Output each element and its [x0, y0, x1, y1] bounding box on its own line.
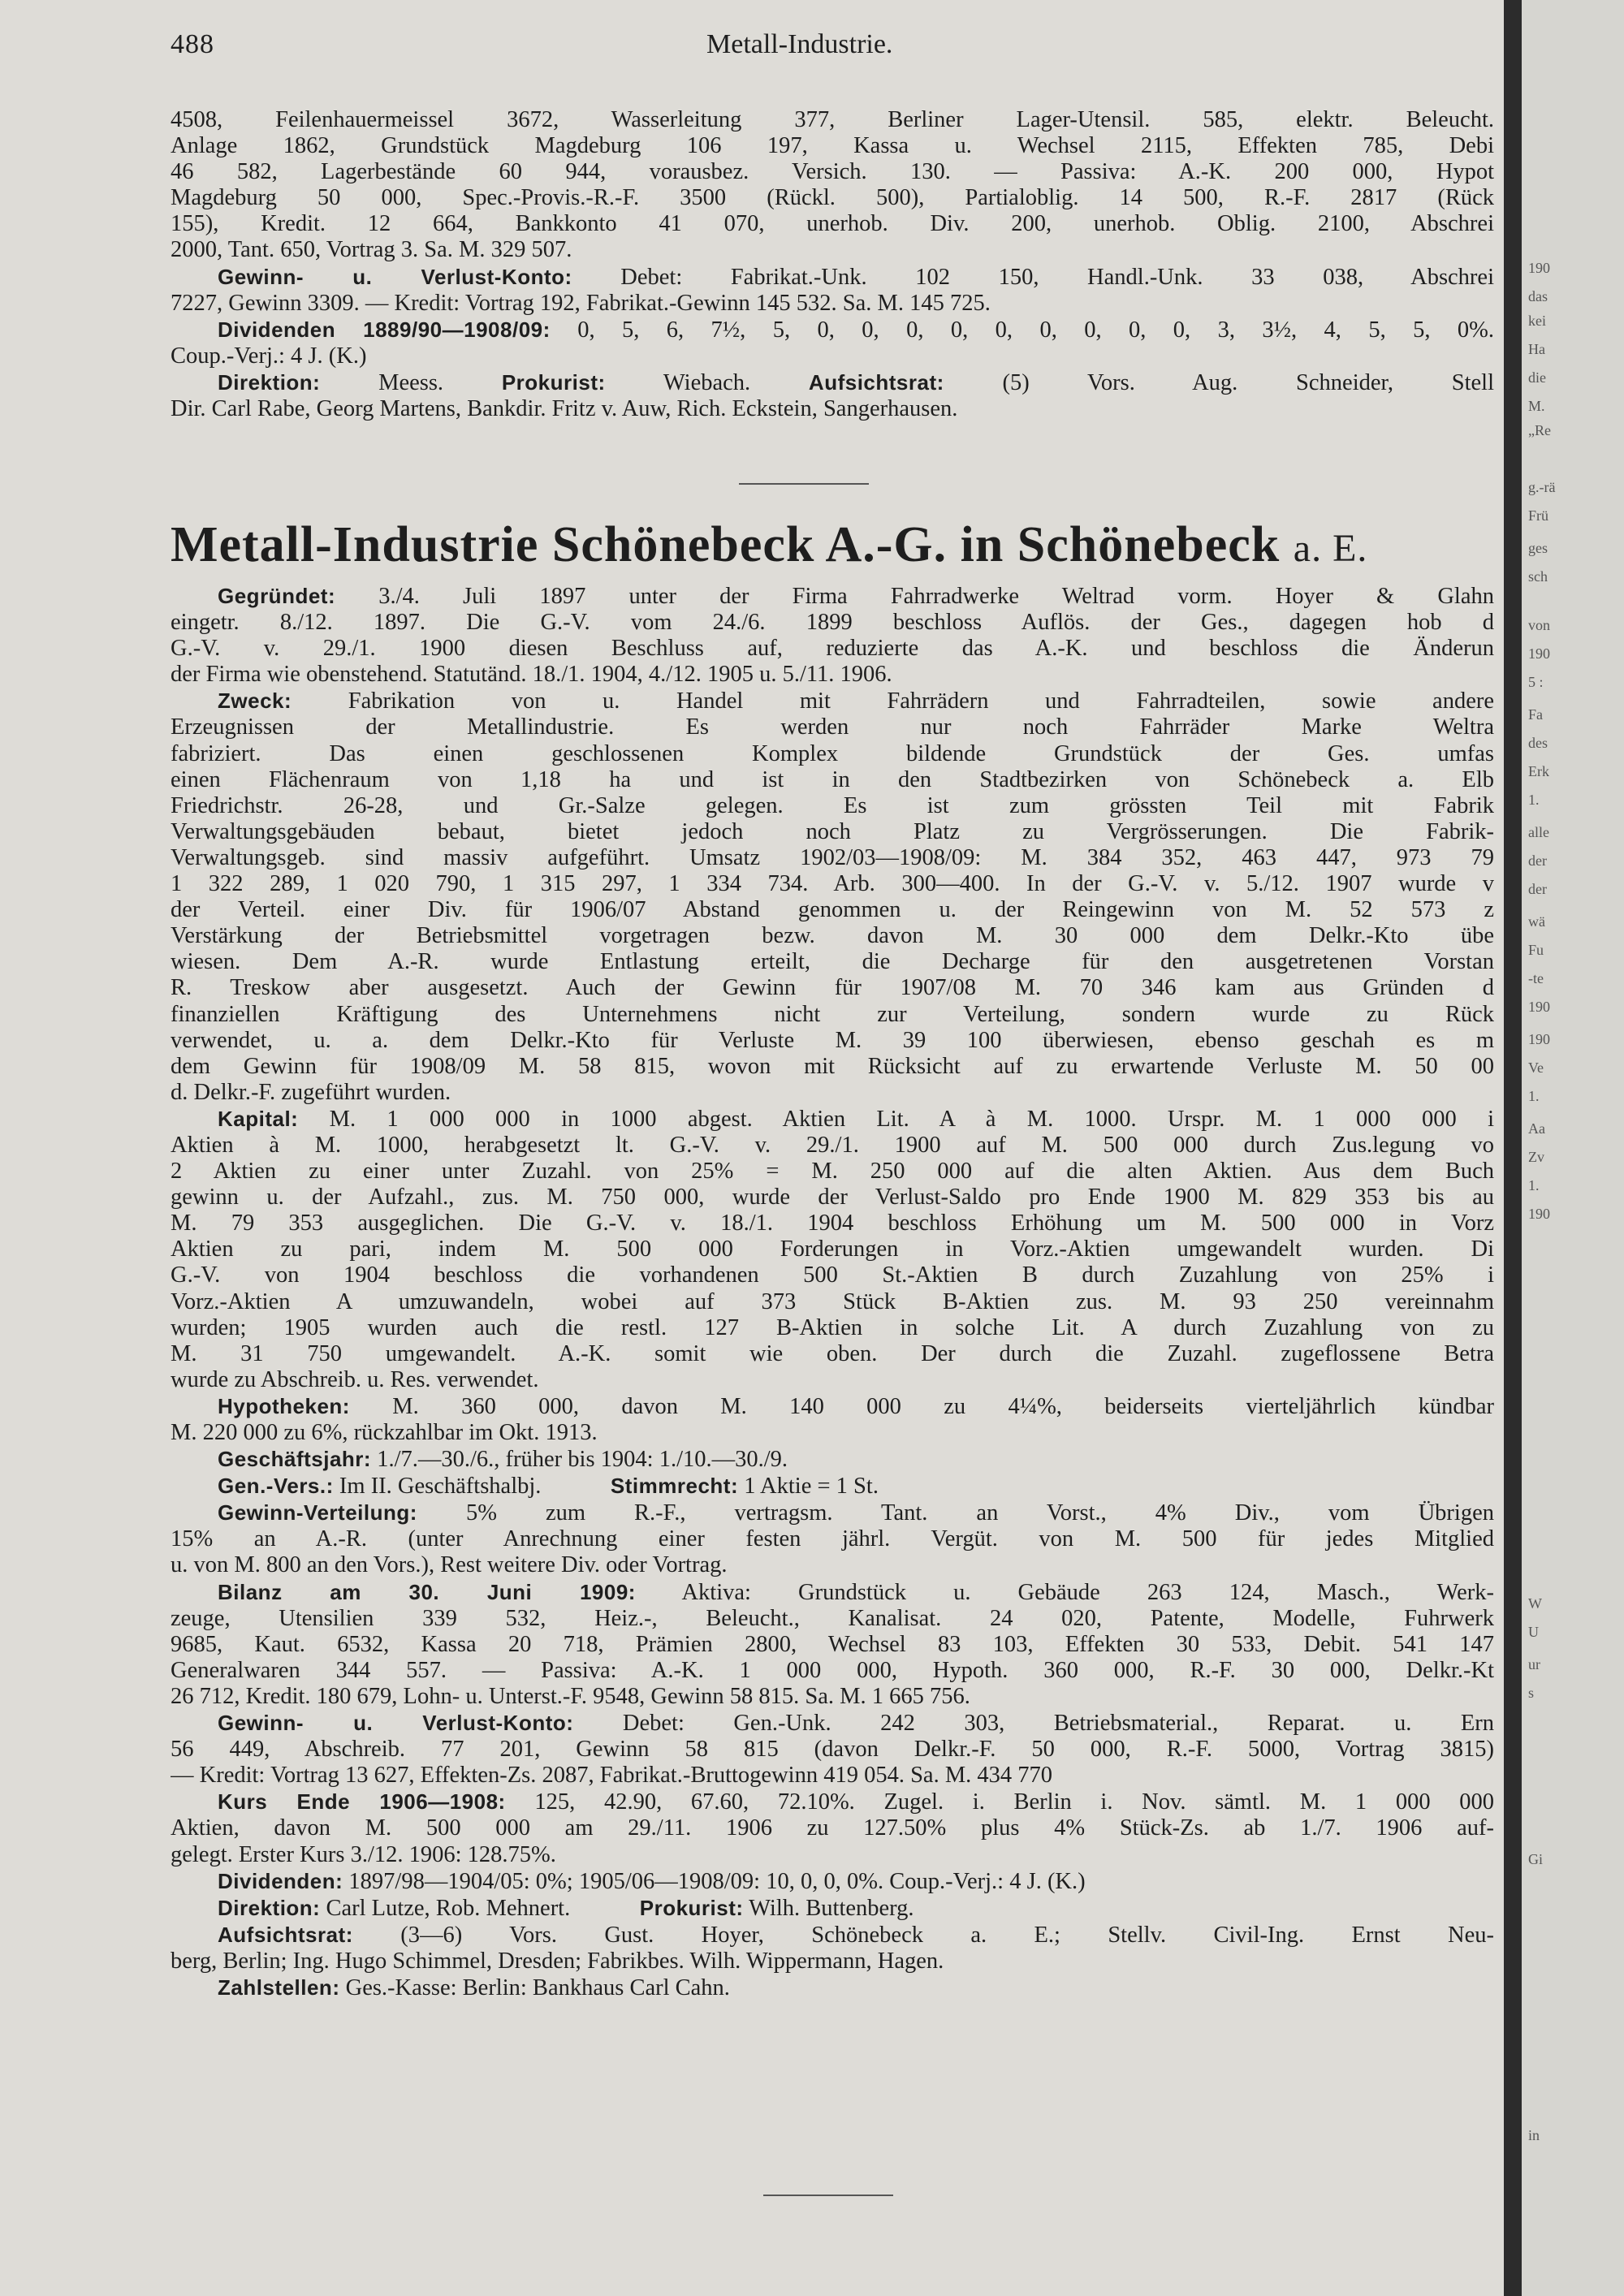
section-text: u. von M. 800 an den Vors.), Rest weitere Div. oder Vortrag. [171, 1552, 728, 1578]
text-line [171, 1211, 1494, 1236]
facing-text-fragment: 190 [1528, 645, 1550, 662]
facing-text-fragment: 1. [1528, 792, 1540, 808]
text-line [171, 1341, 1494, 1367]
text-line [171, 1028, 1494, 1054]
facing-text-fragment: des [1528, 735, 1548, 751]
section-keyword: Gen.-Vers.: [218, 1474, 334, 1499]
section-keyword: Gewinn- u. Verlust-Konto: [218, 1711, 574, 1736]
running-head: Metall-Industrie. [706, 29, 893, 59]
section-text: — Kredit: Vortrag 13 627, Effekten-Zs. 2087, Fabrikat.-Bruttogewinn 419 054. Sa. M. 434 770 [171, 1763, 1053, 1789]
section-text: fabriziert. Das einen geschlossenen Komplex bildende Grundstück der Ges. umfas [171, 740, 1494, 766]
text-line [171, 1054, 1494, 1080]
text-line: Anlage 1862, Grundstück Magdeburg 106 197, Kassa u. Wechsel 2115, Effekten 785, Debi [171, 133, 1494, 159]
section-first-line [171, 1473, 1494, 1500]
book-gutter [1504, 0, 1522, 2296]
text-line [171, 845, 1494, 871]
section-first-line [171, 1789, 1494, 1815]
section-text: Verwaltungsgebäuden bebaut, bietet jedoch noch Platz zu Vergrösserungen. Die Fabrik- [171, 818, 1494, 844]
section-first-line [171, 1446, 1494, 1473]
section-management [171, 369, 1494, 396]
section-keyword: Direktion: [218, 1895, 321, 1920]
section-gv [171, 264, 1494, 291]
facing-text-fragment: wä [1528, 913, 1545, 930]
section-text: finanziellen Kräftigung des Unternehmens nicht zur Verteilung, sondern wurde zu Rück [171, 1001, 1494, 1027]
section-text: 15% an A.-R. (unter Anrechnung einer festen jährl. Vergüt. von M. 500 für jedes Mitglied [171, 1526, 1494, 1552]
section-text: Aktien zu pari, indem M. 500 000 Forderungen in Vorz.-Aktien umgewandelt wurden. Di [171, 1236, 1494, 1262]
section-keyword: Hypotheken: [218, 1393, 350, 1418]
text-line: Dir. Carl Rabe, Georg Martens, Bankdir. Fritz v. Auw, Rich. Eckstein, Sangerhausen. [171, 396, 958, 422]
text-line [171, 1658, 1494, 1684]
section-text: Carl Lutze, Rob. Mehnert. [326, 1895, 571, 1921]
section-keyword: Aufsichtsrat: [808, 369, 944, 395]
text-line [171, 1185, 1494, 1211]
text-line: Magdeburg 50 000, Spec.-Provis.-R.-F. 3500 (Rückl. 500), Partialoblig. 14 500, R.-F. 2817 (Rück [171, 185, 1494, 211]
text-line [171, 819, 1494, 845]
facing-text-fragment: s [1528, 1685, 1535, 1701]
section-text: Aktien à M. 1000, herabgesetzt lt. G.-V. v. 29./1. 1900 auf M. 500 000 durch Zus.legung vo [171, 1132, 1494, 1158]
section-text: R. Treskow aber ausgesetzt. Auch der Gewinn für 1907/08 M. 70 346 kam aus Gründen d [171, 975, 1494, 1001]
facing-text-fragment: 190 [1528, 1206, 1550, 1222]
section-first-line [171, 1393, 1494, 1420]
text-line [171, 662, 1494, 688]
separator-rule [739, 483, 869, 485]
facing-text-fragment: Aa [1528, 1120, 1545, 1137]
section-text: dem Gewinn für 1908/09 M. 58 815, wovon mit Rücksicht auf zu erwartende Verluste M. 50 00 [171, 1053, 1494, 1079]
section-keyword: Geschäftsjahr: [218, 1447, 372, 1472]
facing-text-fragment: der [1528, 881, 1547, 897]
section-text: 56 449, Abschreib. 77 201, Gewinn 58 815 (davon Delkr.-F. 50 000, R.-F. 5000, Vortrag 3815) [171, 1737, 1494, 1763]
text-line: 46 582, Lagerbestände 60 944, vorausbez. Versich. 130. — Passiva: A.-K. 200 000, Hypot [171, 159, 1494, 185]
section-text: Friedrichstr. 26-28, und Gr.-Salze gelegen. Es ist zum grössten Teil mit Fabrik [171, 792, 1494, 818]
company-entry [171, 583, 1494, 2001]
section-text: 2 Aktien zu einer unter Zuzahl. von 25% = M. 250 000 auf die alten Aktien. Aus dem Buch [171, 1159, 1494, 1185]
section-keyword: Prokurist: [501, 369, 606, 395]
text-line [171, 1289, 1494, 1315]
text-line [171, 610, 1494, 636]
facing-text-fragment: 1. [1528, 1177, 1540, 1193]
facing-text-fragment: sch [1528, 568, 1548, 585]
facing-text-fragment: das [1528, 288, 1548, 304]
facing-text-fragment: 1. [1528, 1088, 1540, 1104]
section-text: G.-V. v. 29./1. 1900 diesen Beschluss auf, reduzierte das A.-K. und beschloss die Änderun [171, 636, 1494, 662]
section-text: Debet: Gen.-Unk. 242 303, Betriebsmaterial., Reparat. u. Ern [622, 1711, 1494, 1737]
section-text: einen Flächenraum von 1,18 ha und ist in den Stadtbezirken von Schönebeck a. Elb [171, 766, 1494, 792]
previous-entry [171, 107, 1494, 422]
section-text: der Verteil. einer Div. für 1906/07 Abstand genommen u. der Reingewinn von M. 52 573 z [171, 897, 1494, 923]
text-line [171, 1133, 1494, 1159]
section-text: d. Delkr.-F. zugeführt wurden. [171, 1079, 451, 1105]
section-text: Im II. Geschäftshalbj. [339, 1474, 542, 1500]
section-text: verwendet, u. a. dem Delkr.-Kto für Verluste M. 39 100 überwiesen, ebenso geschah es m [171, 1027, 1494, 1053]
separator-rule [763, 2195, 893, 2196]
section-text: Vorz.-Aktien A umzuwandeln, wobei auf 373 Stück B-Aktien zus. M. 93 250 vereinnahm [171, 1288, 1494, 1314]
facing-text-fragment: 190 [1528, 1031, 1550, 1047]
facing-text-fragment: Erk [1528, 763, 1549, 779]
company-name: Metall-Industrie Schönebeck A.-G. in Schönebeck [171, 517, 1281, 572]
facing-text-fragment: ges [1528, 540, 1548, 556]
section-first-line [171, 1106, 1494, 1133]
section-text: Wiebach. [663, 369, 751, 395]
section-text: Aktiva: Grundstück u. Gebäude 263 124, Masch., Werk- [681, 1579, 1494, 1605]
facing-text-fragment: Fa [1528, 706, 1543, 723]
section-text: Verstärkung der Betriebsmittel vorgetragen bezw. davon M. 30 000 dem Delkr.-Kto übe [171, 923, 1494, 949]
section-text: 1 Aktie = 1 St. [744, 1474, 879, 1500]
section-text: der Firma wie obenstehend. Statutänd. 18./1. 1904, 4./12. 1905 u. 5./11. 1906. [171, 662, 892, 688]
text-line [171, 741, 1494, 767]
section-first-line [171, 1974, 1494, 2001]
text-line [171, 767, 1494, 793]
section-text: Erzeugnissen der Metallindustrie. Es werden nur noch Fahrräder Marke Weltra [171, 714, 1494, 740]
text-line [171, 1632, 1494, 1658]
section-first-line [171, 583, 1494, 610]
section-text: Wilh. Buttenberg. [749, 1895, 914, 1921]
facing-text-fragment: 190 [1528, 999, 1550, 1015]
text-line [171, 1552, 1494, 1578]
facing-text-fragment: ur [1528, 1656, 1540, 1672]
text-line [171, 1159, 1494, 1185]
section-keyword: Gegründet: [218, 584, 336, 608]
section-text: (3—6) Vors. Gust. Hoyer, Schönebeck a. E.; Stellv. Civil-Ing. Ernst Neu- [400, 1922, 1494, 1948]
section-text: M. 360 000, davon M. 140 000 zu 4¼%, beiderseits vierteljährlich kündbar [392, 1393, 1494, 1419]
section-keyword: Zahlstellen: [218, 1974, 340, 2000]
facing-text-fragment: Zv [1528, 1149, 1544, 1165]
section-text: 1./7.—30./6., früher bis 1904: 1./10.—30./9. [377, 1447, 788, 1473]
section-text: M. 79 353 ausgeglichen. Die G.-V. v. 18./1. 1904 beschloss Erhöhung um M. 500 000 in Vorz [171, 1211, 1494, 1236]
section-text: Ges.-Kasse: Berlin: Bankhaus Carl Cahn. [345, 1974, 730, 2000]
text-line [171, 975, 1494, 1001]
section-text: eingetr. 8./12. 1897. Die G.-V. vom 24./6. 1899 beschloss Auflös. der Ges., dagegen hob d [171, 610, 1494, 636]
text-line [171, 636, 1494, 662]
text-line [171, 1080, 1494, 1106]
facing-text-fragment: der [1528, 852, 1547, 869]
section-keyword: Aufsichtsrat: [218, 1922, 353, 1947]
section-keyword: Dividenden 1889/90—1908/09: [218, 317, 551, 342]
section-keyword: Kurs Ende 1906—1908: [218, 1789, 506, 1815]
section-first-line [171, 1710, 1494, 1737]
section-text: Aktien, davon M. 500 000 am 29./11. 1906 zu 127.50% plus 4% Stück-Zs. ab 1./7. 1906 auf- [171, 1815, 1494, 1841]
text-line: 4508, Feilenhauermeissel 3672, Wasserleitung 377, Berliner Lager-Utensil. 585, elektr. Beleucht. [171, 107, 1494, 132]
text-line [171, 793, 1494, 819]
section-keyword: Prokurist: [639, 1895, 744, 1920]
text-line [171, 1606, 1494, 1632]
facing-text-fragment: kei [1528, 313, 1546, 329]
text-line [171, 1315, 1494, 1341]
facing-text-fragment: in [1528, 2127, 1540, 2143]
section-keyword: Stimmrecht: [610, 1474, 739, 1499]
section-keyword: Gewinn-Verteilung: [218, 1500, 417, 1526]
text-line: 2000, Tant. 650, Vortrag 3. Sa. M. 329 507. [171, 237, 572, 263]
facing-text-fragment: g.-rä [1528, 479, 1556, 495]
section-keyword: Zweck: [218, 688, 292, 714]
section-text: wurden; 1905 wurden auch die restl. 127 B-Aktien in solche Lit. A durch Zuzahlung von zu [171, 1314, 1494, 1340]
section-text: 5% zum R.-F., vertragsm. Tant. an Vorst., 4% Div., vom Übrigen [465, 1500, 1494, 1526]
section-text: Verwaltungsgeb. sind massiv aufgeführt. Umsatz 1902/03—1908/09: M. 384 352, 463 447, 973 79 [171, 844, 1494, 870]
facing-text-fragment: W [1528, 1595, 1542, 1612]
facing-text-fragment: 5 : [1528, 674, 1544, 690]
facing-text-fragment: von [1528, 617, 1550, 633]
text-line [171, 897, 1494, 923]
section-text: gewinn u. der Aufzahl., zus. M. 750 000, wurde der Verlust-Saldo pro Ende 1900 M. 829 353 bis au [171, 1185, 1494, 1211]
text-line [171, 1684, 1494, 1710]
text-line [171, 1420, 1494, 1446]
section-text: zeuge, Utensilien 339 532, Heiz.-, Beleucht., Kanalisat. 24 020, Patente, Modelle, Fuhrwerk [171, 1605, 1494, 1631]
page-header [171, 24, 1502, 65]
section-first-line [171, 1922, 1494, 1949]
company-title [171, 516, 1502, 574]
section-text: (5) Vors. Aug. Schneider, Stell [1002, 369, 1494, 395]
section-text: G.-V. von 1904 beschloss die vorhandenen 500 St.-Aktien B durch Zuzahlung von 25% i [171, 1262, 1494, 1288]
section-text: Debet: Fabrikat.-Unk. 102 150, Handl.-Unk. 33 038, Abschrei [620, 264, 1494, 290]
text-line [171, 1842, 1494, 1868]
section-text: 3./4. Juli 1897 unter der Firma Fahrradwerke Weltrad vorm. Hoyer & Glahn [378, 584, 1494, 609]
text-line [171, 1763, 1494, 1789]
facing-text-fragment: 190 [1528, 260, 1550, 276]
company-location-suffix: a. E. [1293, 527, 1368, 570]
facing-text-fragment: -te [1528, 970, 1544, 986]
facing-text-fragment: alle [1528, 824, 1549, 840]
section-text: 1897/98—1904/05: 0%; 1905/06—1908/09: 10, 0, 0, 0%. Coup.-Verj.: 4 J. (K.) [348, 1868, 1086, 1894]
text-line [171, 714, 1494, 740]
section-text: wurde zu Abschreib. u. Res. verwendet. [171, 1366, 539, 1392]
text-line [171, 1949, 1494, 1974]
section-first-line [171, 1500, 1494, 1526]
facing-text-fragment: „Re [1528, 422, 1551, 438]
section-text: 26 712, Kredit. 180 679, Lohn- u. Unterst.-F. 9548, Gewinn 58 815. Sa. M. 1 665 756. [171, 1683, 970, 1709]
text-line [171, 1815, 1494, 1841]
section-keyword: Bilanz am 30. Juni 1909: [218, 1579, 636, 1604]
section-text: 9685, Kaut. 6532, Kassa 20 718, Prämien 2800, Wechsel 83 103, Effekten 30 533, Debit. 541 147 [171, 1631, 1494, 1657]
facing-text-fragment: Gi [1528, 1851, 1543, 1867]
section-text: 125, 42.90, 67.60, 72.10%. Zugel. i. Berlin i. Nov. sämtl. M. 1 000 000 [534, 1789, 1494, 1815]
section-keyword: Dividenden: [218, 1868, 343, 1893]
section-text: Generalwaren 344 557. — Passiva: A.-K. 1 000 000, Hypoth. 360 000, R.-F. 30 000, Delkr.-Kt [171, 1657, 1494, 1683]
facing-text-fragment: Ve [1528, 1060, 1544, 1076]
text-line [171, 1737, 1494, 1763]
section-first-line [171, 1579, 1494, 1606]
section-text: Meess. [378, 369, 444, 395]
facing-page-fragment [1522, 0, 1624, 2296]
page-number: 488 [171, 29, 214, 59]
section-text: 0, 5, 6, 7½, 5, 0, 0, 0, 0, 0, 0, 0, 0, 0, 3, 3½, 4, 5, 5, 0%. [577, 317, 1494, 343]
section-text: wiesen. Dem A.-R. wurde Entlastung erteilt, die Decharge für den ausgetretenen Vorstan [171, 949, 1494, 975]
section-text: berg, Berlin; Ing. Hugo Schimmel, Dresden; Fabrikbes. Wilh. Wippermann, Hagen. [171, 1948, 944, 1974]
text-line [171, 1002, 1494, 1028]
section-text: Fabrikation von u. Handel mit Fahrrädern und Fahrradteilen, sowie andere [348, 688, 1494, 714]
text-line [171, 923, 1494, 949]
section-text: M. 31 750 umgewandelt. A.-K. somit wie oben. Der durch die Zuzahl. zugeflossene Betra [171, 1340, 1494, 1366]
text-line [171, 871, 1494, 897]
text-line [171, 1262, 1494, 1288]
section-keyword: Gewinn- u. Verlust-Konto: [218, 264, 572, 289]
section-first-line [171, 1868, 1494, 1895]
text-line: 155), Kredit. 12 664, Bankkonto 41 070, unerhob. Div. 200, unerhob. Oblig. 2100, Abschrei [171, 211, 1494, 237]
facing-text-fragment: U [1528, 1624, 1539, 1640]
facing-text-fragment: Frü [1528, 507, 1549, 524]
section-text: gelegt. Erster Kurs 3./12. 1906: 128.75%. [171, 1841, 556, 1867]
text-line [171, 1236, 1494, 1262]
facing-text-fragment: Ha [1528, 341, 1545, 357]
section-dividends [171, 317, 1494, 343]
section-keyword: Kapital: [218, 1106, 299, 1131]
text-line [171, 1367, 1494, 1393]
section-text: 1 322 289, 1 020 790, 1 315 297, 1 334 734. Arb. 300—400. In der G.-V. v. 5./12. 1907 wurde v [171, 871, 1494, 897]
text-line [171, 1526, 1494, 1552]
facing-text-fragment: M. [1528, 398, 1545, 414]
section-keyword: Direktion: [218, 369, 321, 395]
section-text: M. 220 000 zu 6%, rückzahlbar im Okt. 1913. [171, 1420, 598, 1445]
facing-text-fragment: Fu [1528, 942, 1544, 958]
text-line: 7227, Gewinn 3309. — Kredit: Vortrag 192, Fabrikat.-Gewinn 145 532. Sa. M. 145 725. [171, 290, 991, 316]
section-first-line [171, 1895, 1494, 1922]
facing-text-fragment: die [1528, 369, 1546, 386]
section-first-line [171, 688, 1494, 714]
section-text: M. 1 000 000 in 1000 abgest. Aktien Lit. A à M. 1000. Urspr. M. 1 000 000 i [329, 1106, 1494, 1132]
text-line: Coup.-Verj.: 4 J. (K.) [171, 343, 367, 369]
text-line [171, 949, 1494, 975]
